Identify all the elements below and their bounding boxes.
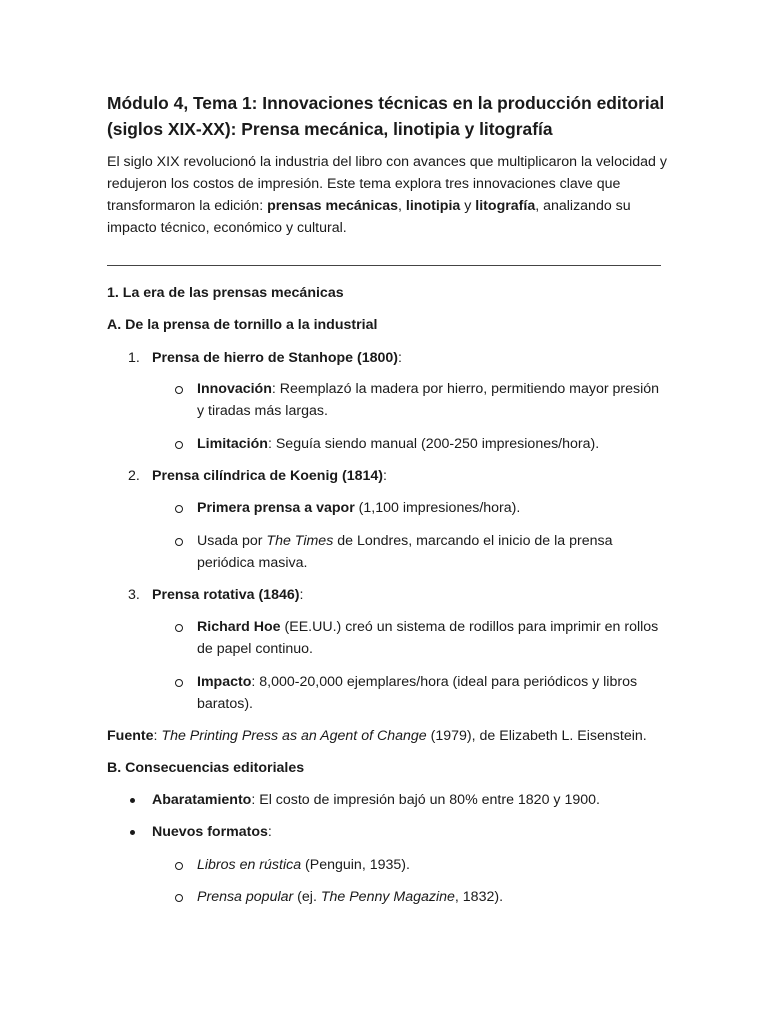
subitem-bold: Richard Hoe — [197, 619, 281, 635]
circle-bullet-icon — [175, 624, 183, 632]
format-text: (Penguin, 1935). — [301, 857, 410, 873]
intro-text: , analizando su impacto técnico, económico y cultural. — [107, 198, 631, 236]
source-work-title: The Printing Press as an Agent of Change — [161, 728, 427, 744]
list-number: 1. — [128, 350, 140, 366]
list-number: 2. — [128, 468, 140, 484]
subitem-bold: Limitación — [197, 436, 268, 452]
format-item — [197, 886, 667, 908]
list-number: 3. — [128, 587, 140, 603]
bullet-bold: Nuevos formatos — [152, 824, 268, 840]
subsection-a-heading — [107, 314, 377, 336]
list-item-title — [152, 584, 303, 606]
subitem-bold: Primera prensa a vapor — [197, 500, 355, 516]
subitem-bold: Impacto — [197, 674, 252, 690]
circle-bullet-icon — [175, 679, 183, 687]
subitem-italic: The Times — [266, 533, 334, 549]
item-title-suffix: : — [299, 587, 304, 603]
source-details: (1979), de Elizabeth L. Eisenstein. — [426, 728, 647, 744]
intro-text: El siglo XIX revolucionó la industria del libro con avances que multiplicaron la velocidad y redujeron los costos de impresión. Este tema explora tres innovaciones clave que transformaron la edición: — [107, 154, 667, 214]
item-title-bold: Prensa cilíndrica de Koenig (1814) — [152, 468, 384, 484]
circle-bullet-icon — [175, 505, 183, 513]
subitem-text: : Reemplazó la madera por hierro, permitiendo mayor presión y tiradas más largas. — [197, 381, 660, 419]
format-italic: Libros en rústica — [197, 857, 302, 873]
list-subitem — [197, 497, 667, 519]
format-italic: Prensa popular — [197, 889, 294, 905]
format-italic: The Penny Magazine — [320, 889, 455, 905]
circle-bullet-icon — [175, 894, 183, 902]
subitem-text: (EE.UU.) creó un sistema de rodillos para imprimir en rollos de papel continuo. — [197, 619, 659, 657]
bullet-icon — [130, 798, 135, 803]
bullet-bold: Abaratamiento — [152, 792, 252, 808]
list-item-title — [152, 465, 387, 487]
format-item — [197, 854, 667, 876]
subsection-b-heading — [107, 757, 304, 779]
circle-bullet-icon — [175, 538, 183, 546]
bullet-text: : — [267, 824, 272, 840]
circle-bullet-icon — [175, 862, 183, 870]
intro-text: , — [398, 198, 406, 214]
source-separator: : — [153, 728, 162, 744]
intro-bold-linotipia: linotipia — [405, 198, 461, 214]
item-title-suffix: : — [383, 468, 387, 484]
list-item-title — [152, 347, 402, 369]
intro-text: y — [460, 198, 476, 214]
subitem-text: de Londres, marcando el inicio de la prensa periódica masiva. — [197, 533, 613, 571]
subsection-b-text: B. Consecuencias editoriales — [107, 760, 305, 776]
subsection-a-text: A. De la prensa de tornillo a la industrial — [107, 317, 378, 333]
list-subitem — [197, 433, 667, 455]
item-title-suffix: : — [398, 350, 402, 366]
source-citation — [107, 725, 647, 747]
list-subitem — [197, 671, 667, 715]
item-title-bold: Prensa de hierro de Stanhope (1800) — [152, 350, 398, 366]
subitem-bold: Innovación — [197, 381, 272, 397]
bullet-item — [152, 789, 600, 811]
bullet-icon — [130, 830, 135, 835]
section-heading — [107, 282, 344, 304]
source-label: Fuente — [107, 728, 154, 744]
subitem-text: : 8,000-20,000 ejemplares/hora (ideal para periódicos y libros baratos). — [197, 674, 638, 712]
list-subitem — [197, 378, 667, 422]
circle-bullet-icon — [175, 441, 183, 449]
horizontal-divider — [107, 265, 661, 266]
subitem-text: (1,100 impresiones/hora). — [354, 500, 521, 516]
intro-bold-prensas: prensas mecánicas — [267, 198, 399, 214]
item-title-bold: Prensa rotativa (1846) — [152, 587, 300, 603]
format-text: , 1832). — [454, 889, 504, 905]
document-title: Módulo 4, Tema 1: Innovaciones técnicas en la producción editorial (siglos XIX-XX): Prensa mecánica, linotipia y litografía — [107, 93, 665, 139]
subitem-text: Usada por — [197, 533, 267, 549]
bullet-text: : El costo de impresión bajó un 80% entre 1820 y 1900. — [251, 792, 600, 808]
bullet-item — [152, 821, 272, 843]
section-heading-text: 1. La era de las prensas mecánicas — [107, 285, 344, 301]
subitem-text: : Seguía siendo manual (200-250 impresiones/hora). — [267, 436, 600, 452]
intro-bold-litografia: litografía — [475, 198, 536, 214]
intro-paragraph — [107, 151, 667, 239]
list-subitem — [197, 616, 667, 660]
list-subitem — [197, 530, 667, 574]
circle-bullet-icon — [175, 386, 183, 394]
format-text: (ej. — [293, 889, 321, 905]
